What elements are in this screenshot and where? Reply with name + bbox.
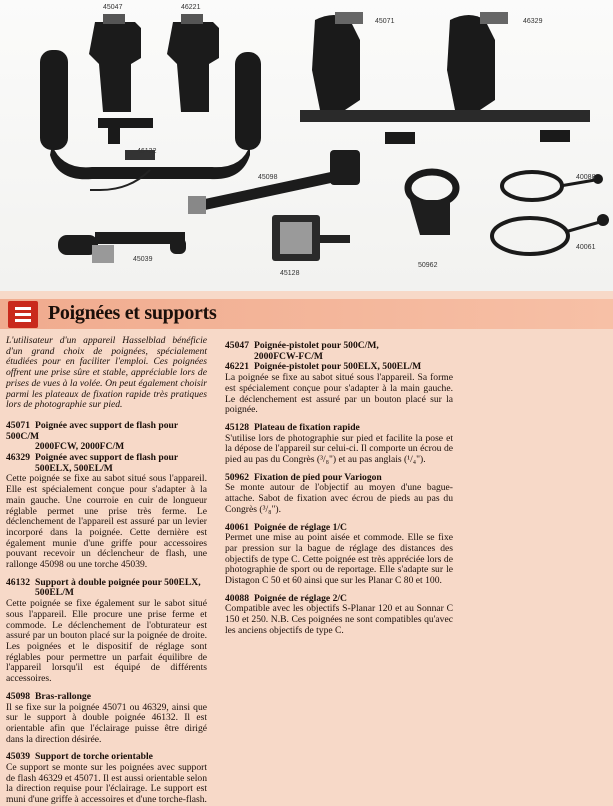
- product-heading: [6, 421, 207, 442]
- product-number: 45039: [6, 751, 30, 763]
- section-title: Poignées et supports: [48, 302, 217, 324]
- product-code-label: 50962: [418, 262, 438, 269]
- product-name: Poignée-pistolet pour 500C/M,: [254, 340, 379, 351]
- product-code-label: 45098: [258, 174, 278, 181]
- product-name: Poignée de réglage 1/C: [254, 521, 347, 533]
- product-entry: [6, 752, 207, 806]
- product-name: 500EL/M: [35, 587, 74, 599]
- product-entry: [225, 473, 453, 516]
- product-description: Permet une mise au point aisée et commode. Elle se fixe par pression sur la bague de réglage des distances des objectifs de type C. Cette poignée est très appréciée lors de photographie de sport ou de reportage. Elle s'adapte sur le Distagon C 50 et 60 ainsi que sur les Planar C 80 et 100.: [225, 532, 453, 587]
- intro-paragraph: L'utilisateur d'un appareil Hasselblad bénéficie d'un grand choix de poignées, spécialement étudiées pour en faciliter l'emploi. Ces poignées offrent une prise sûre et stable, appréciable lors de prises de vues à la volée. On peut également choisir parmi les plateaux de fixation rapide très pratiques lors de photographie sur pied.: [6, 335, 207, 411]
- product-entry: [225, 423, 453, 466]
- product-entry: [6, 692, 207, 746]
- product-name: Poignée-pistolet pour 500ELX, 500EL/M: [254, 361, 422, 373]
- product-number: 46221: [225, 361, 249, 373]
- product-description: S'utilise lors de photographie sur pied et facilite la pose et la dépose de l'appareil sur celui-ci. Il comporte un écrou de pied au pas du Congrès (³/₈") et au pas anglais (¹/₄").: [225, 432, 453, 466]
- product-number: 50962: [225, 471, 249, 483]
- product-entry: [225, 594, 453, 637]
- product-number: 40061: [225, 521, 249, 533]
- product-number: 46329: [6, 452, 30, 464]
- product-description: Se monte autour de l'objectif au moyen d'une bague-attache. Sabot de fixation avec écrou de pieds au pas du Congrès (³/₈").: [225, 482, 453, 515]
- left-column: [6, 336, 207, 806]
- right-column: [225, 341, 453, 637]
- product-name: Plateau de fixation rapide: [254, 421, 360, 433]
- product-number: 46132: [6, 576, 30, 588]
- product-description: Cette poignée se fixe également sur le sabot situé sous l'appareil. Elle procure une prise ferme et commode. Le déclenchement de l'obturateur est assuré par un bouton placé sur la poignée de droite. Les poignées et le dispositif de réglage sont réglables pour permettre un parfait équilibre de l'appareil lorsqu'il est équipé de différents accessoires.: [6, 598, 207, 685]
- product-number: 45071: [6, 419, 30, 431]
- product-description: Il se fixe sur la poignée 45071 ou 46329, ainsi que sur le support à double poignée 46132. Il est orientable afin que l'éclairage puisse être dirigé dans la direction désirée.: [6, 701, 207, 745]
- product-name: Poignée avec support de flash pour 500C/M: [6, 419, 178, 442]
- product-name: Bras-rallonge: [35, 690, 91, 702]
- product-number: 45128: [225, 421, 249, 433]
- product-name: 2000FCW, 2000FC/M: [35, 441, 125, 453]
- product-code-label: 46221: [181, 4, 201, 11]
- product-entry: [225, 523, 453, 587]
- product-code-label: 45047: [103, 4, 123, 11]
- product-number: 45047: [225, 340, 249, 351]
- product-name: Support de torche orientable: [35, 751, 153, 763]
- product-name: 500ELX, 500EL/M: [35, 462, 113, 474]
- product-number: 45098: [6, 690, 30, 702]
- product-description: Cette poignée se fixe au sabot situé sous l'appareil. Elle est spécialement conçue pour s'adapter à la main gauche. Une courroie en cuir de longueur réglable permet une prise très ferme. Le déclenchement de l'appareil est assuré par un levier incorporé dans la poignée. Cette dernière est également munie d'une griffe pour accessoires pouvant recevoir un déclencheur de flash, une rallonge 45098 ou une torche 45039.: [6, 473, 207, 571]
- product-name: 2000FCW-FC/M: [254, 350, 323, 362]
- product-photo: [0, 0, 613, 291]
- product-entry: [6, 578, 207, 685]
- product-entry: [6, 421, 207, 571]
- product-description: Ce support se monte sur les poignées avec support de flash 46329 et 45071. Il est aussi orientable selon la direction requise pour l'éclairage. Le support est muni d'une griffe à accessoires et d'une torche-flash.: [6, 762, 207, 806]
- accessories-illustration: [0, 0, 613, 291]
- product-entry: [225, 341, 453, 416]
- product-code-label: 45128: [280, 270, 300, 277]
- hand-logo-icon: [8, 301, 38, 328]
- product-code-label: 45039: [133, 256, 153, 263]
- product-code-label: 40088: [576, 174, 596, 181]
- product-code-label: 46329: [523, 18, 543, 25]
- product-name: Poignée avec support de flash pour: [35, 452, 179, 464]
- product-number: 40088: [225, 592, 249, 604]
- product-description: Compatible avec les objectifs S-Planar 120 et au Sonnar C 150 et 250. N.B. Ces poignées ne sont compatibles qu'avec les anciens objectifs de type C.: [225, 603, 453, 636]
- product-code-label: 45071: [375, 18, 395, 25]
- product-code-label: 46132: [137, 148, 157, 155]
- product-name: Fixation de pied pour Variogon: [254, 471, 382, 483]
- product-heading: [6, 692, 207, 703]
- product-description: La poignée se fixe au sabot situé sous l'appareil. Sa forme est spécialement conçue pour s'adapter à la main gauche. Le déclenchement est assuré par un bouton placé sur la poignée.: [225, 372, 453, 416]
- product-code-label: 40061: [576, 244, 596, 251]
- product-name: Support à double poignée pour 500ELX,: [35, 576, 201, 588]
- product-name: Poignée de réglage 2/C: [254, 592, 347, 604]
